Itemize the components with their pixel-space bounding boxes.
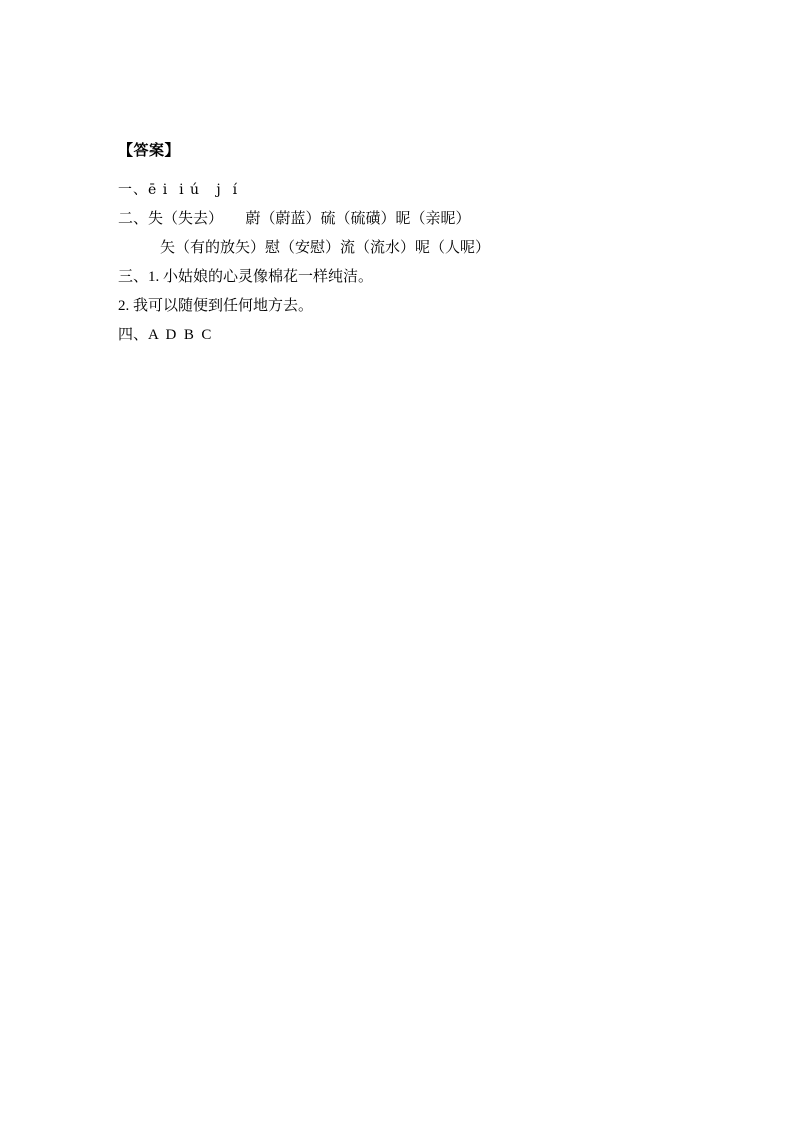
answer-heading: 【答案】 (118, 142, 181, 159)
answer-line-6: 四、A D B C (118, 327, 212, 343)
answer-line-1-pinyin: 一、ē i i ú j í (118, 182, 239, 198)
answer-line-2: 二、失（失去） 蔚（蔚蓝）硫（硫磺）昵（亲昵） (118, 211, 471, 227)
answer-line-5: 2. 我可以随便到任何地方去。 (118, 298, 314, 314)
answer-line-3: 矢（有的放矢）慰（安慰）流（流水）呢（人呢） (160, 240, 491, 256)
answer-block (118, 140, 678, 350)
answer-line-4: 三、1. 小姑娘的心灵像棉花一样纯洁。 (118, 269, 374, 285)
